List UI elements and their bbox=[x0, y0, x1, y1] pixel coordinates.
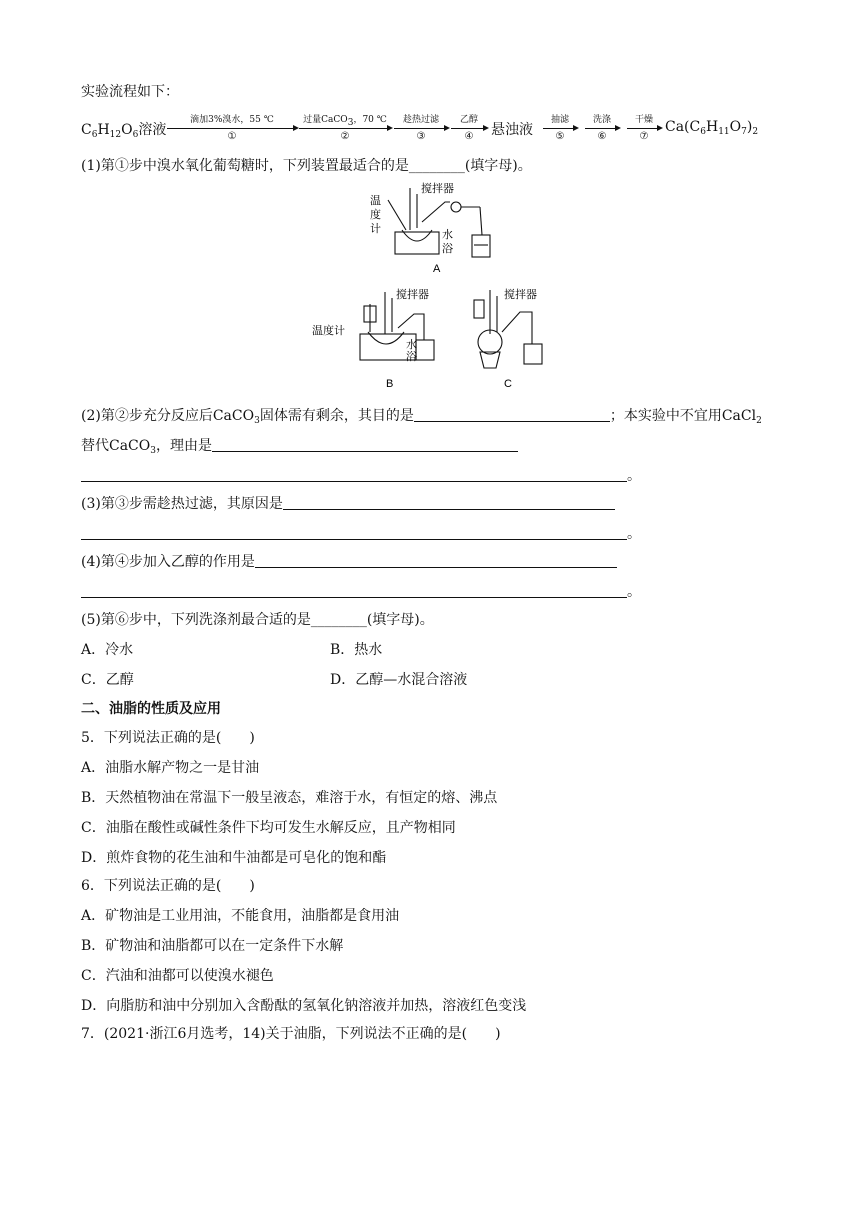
apparatus-c-figure bbox=[462, 282, 572, 392]
flow-cond: 趁热过滤 bbox=[402, 115, 439, 125]
answer-blank[interactable] bbox=[81, 467, 627, 482]
option-b[interactable]: B．热水 bbox=[330, 642, 383, 658]
option-a[interactable]: A．冷水 bbox=[81, 642, 134, 658]
label-stirrer: 搅拌器 bbox=[421, 183, 454, 195]
answer-blank[interactable] bbox=[255, 553, 617, 568]
label-c: C bbox=[504, 378, 512, 390]
intro-text: 实验流程如下： bbox=[81, 84, 179, 100]
flow-arrow bbox=[299, 128, 391, 130]
question-7: 7．(2021·浙江6月选考，14)关于油脂，下列说法不正确的是( ) bbox=[81, 1026, 501, 1042]
question-1: (1)第①步中溴水氧化葡萄糖时，下列装置最适合的是________(填字母)。 bbox=[81, 158, 532, 174]
flow-cond: 过量CaCO$_3$，70 ℃ bbox=[303, 115, 387, 128]
flow-cond: 抽滤 bbox=[550, 115, 569, 125]
flow-arrow bbox=[167, 128, 297, 130]
apparatus-b-figure bbox=[312, 282, 447, 392]
answer-blank[interactable] bbox=[81, 525, 627, 540]
answer-line bbox=[81, 524, 641, 544]
flow-arrow bbox=[543, 128, 577, 130]
label-yu: 浴 bbox=[406, 351, 417, 363]
label-b: B bbox=[386, 378, 394, 390]
flow-num: ⑥ bbox=[597, 131, 607, 142]
question-5b: 5．下列说法正确的是( ) bbox=[81, 730, 255, 746]
flow-num: ① bbox=[227, 131, 237, 142]
label-a: A bbox=[433, 263, 441, 275]
option[interactable]: B．天然植物油在常温下一般呈液态，难溶于水，有恒定的熔、沸点 bbox=[81, 790, 498, 806]
flow-num: ④ bbox=[464, 131, 474, 142]
period: 。 bbox=[627, 526, 641, 542]
option[interactable]: A．矿物油是工业用油，不能食用，油脂都是食用油 bbox=[81, 908, 400, 924]
label-shui: 水 bbox=[442, 229, 453, 241]
answer-blank[interactable] bbox=[414, 407, 610, 422]
label-wen: 温 bbox=[370, 195, 381, 207]
answer-blank[interactable] bbox=[212, 437, 518, 452]
reaction-flow bbox=[81, 112, 781, 152]
question-3-text: (3)第③步需趁热过滤，其原因是 bbox=[81, 496, 283, 512]
answer-blank[interactable] bbox=[283, 495, 615, 510]
label-thermometer: 温度计 bbox=[312, 325, 345, 337]
flow-arrow bbox=[394, 128, 448, 130]
label-du: 度 bbox=[370, 209, 381, 221]
flow-mid: 悬浊液 bbox=[491, 122, 533, 138]
flow-arrow bbox=[585, 128, 619, 130]
option[interactable]: D．煎炸食物的花生油和牛油都是可皂化的饱和酯 bbox=[81, 850, 387, 866]
section-heading: 二、油脂的性质及应用 bbox=[81, 701, 221, 717]
flow-cond: 干燥 bbox=[634, 115, 653, 125]
option[interactable]: B．矿物油和油脂都可以在一定条件下水解 bbox=[81, 938, 344, 954]
option[interactable]: C．汽油和油都可以使溴水褪色 bbox=[81, 968, 274, 984]
question-6: 6．下列说法正确的是( ) bbox=[81, 878, 255, 894]
question-2-line2: 替代CaCO$_3$，理由是 bbox=[81, 436, 518, 456]
flow-num: ⑦ bbox=[639, 131, 649, 142]
option[interactable]: C．油脂在酸性或碱性条件下均可发生水解反应，且产物相同 bbox=[81, 820, 456, 836]
answer-line bbox=[81, 466, 641, 486]
label-stirrer: 搅拌器 bbox=[504, 289, 537, 301]
question-5: (5)第⑥步中，下列洗涤剂最合适的是________(填字母)。 bbox=[81, 612, 434, 628]
option-d[interactable]: D．乙醇—水混合溶液 bbox=[330, 672, 468, 688]
flow-num: ③ bbox=[416, 131, 426, 142]
question-4 bbox=[81, 552, 617, 572]
question-3 bbox=[81, 494, 615, 514]
label-yu: 浴 bbox=[442, 243, 453, 255]
option[interactable]: D．向脂肪和油中分别加入含酚酞的氢氧化钠溶液并加热，溶液红色变浅 bbox=[81, 998, 527, 1014]
question-2: (2)第②步充分反应后CaCO$_3$固体需有剩余，其目的是 ；本实验中不宜用CaCl$_2$ bbox=[81, 408, 762, 426]
apparatus-a-figure bbox=[360, 180, 510, 275]
flow-num: ⑤ bbox=[555, 131, 565, 142]
flow-num: ② bbox=[340, 131, 350, 142]
flow-cond: 洗涤 bbox=[592, 115, 611, 125]
flow-end: $Ca(C_6H_{11}O_7)_2$ bbox=[665, 119, 759, 137]
option-c[interactable]: C．乙醇 bbox=[81, 672, 134, 688]
period: 。 bbox=[627, 584, 641, 600]
question-4-text: (4)第④步加入乙醇的作用是 bbox=[81, 554, 255, 570]
label-ji: 计 bbox=[370, 223, 381, 235]
period: 。 bbox=[627, 468, 641, 484]
flow-arrow bbox=[451, 128, 487, 130]
label-stirrer: 搅拌器 bbox=[396, 289, 429, 301]
flow-cond: 滴加3%溴水，55 ℃ bbox=[190, 115, 274, 125]
option[interactable]: A．油脂水解产物之一是甘油 bbox=[81, 760, 260, 776]
flow-start: $C_6H_{12}O_6$溶液 bbox=[81, 122, 167, 140]
flow-cond: 乙醇 bbox=[459, 115, 478, 125]
answer-line bbox=[81, 582, 641, 602]
label-shui: 水 bbox=[406, 339, 417, 351]
answer-blank[interactable] bbox=[81, 583, 627, 598]
flow-arrow bbox=[627, 128, 661, 130]
